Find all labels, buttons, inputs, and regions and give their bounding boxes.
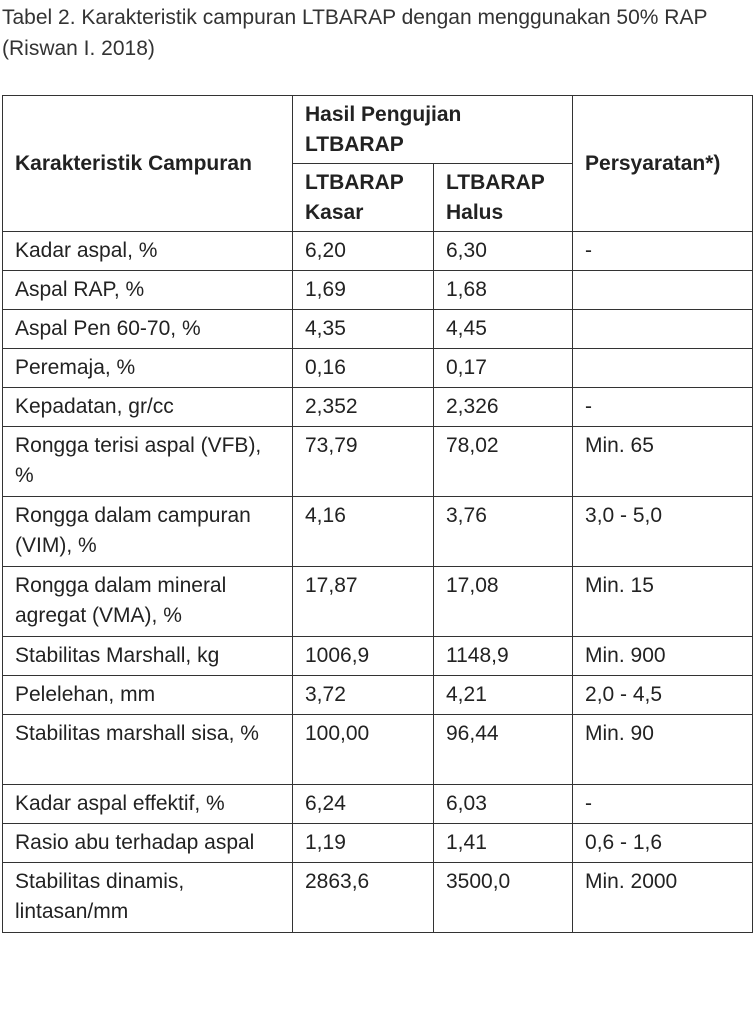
value-halus: 4,45: [434, 310, 573, 349]
value-halus: 3,76: [434, 497, 573, 567]
value-persyaratan: -: [573, 388, 753, 427]
row-label: Rongga terisi aspal (VFB), %: [3, 427, 293, 497]
row-label: Aspal RAP, %: [3, 271, 293, 310]
value-persyaratan: Min. 15: [573, 567, 753, 637]
table-body: [3, 232, 753, 933]
row-label: Rongga dalam campuran (VIM), %: [3, 497, 293, 567]
value-persyaratan: 3,0 - 5,0: [573, 497, 753, 567]
value-persyaratan: [573, 271, 753, 310]
value-kasar: 17,87: [293, 567, 434, 637]
value-halus: 1,41: [434, 824, 573, 863]
row-label: Rasio abu terhadap aspal: [3, 824, 293, 863]
value-halus: 6,03: [434, 785, 573, 824]
table-row: [3, 427, 753, 497]
table-row: [3, 497, 753, 567]
value-kasar: 6,20: [293, 232, 434, 271]
value-halus: 78,02: [434, 427, 573, 497]
header-persyaratan: Persyaratan*): [573, 96, 753, 232]
value-kasar: 0,16: [293, 349, 434, 388]
header-karakteristik: Karakteristik Campuran: [3, 96, 293, 232]
value-halus: 3500,0: [434, 863, 573, 933]
value-halus: 6,30: [434, 232, 573, 271]
value-kasar: 1006,9: [293, 637, 434, 676]
row-label: Peremaja, %: [3, 349, 293, 388]
header-ltbarap-halus: LTBARAP Halus: [434, 164, 573, 232]
table-row: [3, 715, 753, 785]
value-persyaratan: Min. 90: [573, 715, 753, 785]
table-row: [3, 310, 753, 349]
table-row: [3, 785, 753, 824]
table-row: [3, 388, 753, 427]
header-hasil-pengujian: Hasil Pengujian LTBARAP: [293, 96, 573, 164]
value-persyaratan: -: [573, 232, 753, 271]
row-label: Stabilitas marshall sisa, %: [3, 715, 293, 785]
value-kasar: 1,69: [293, 271, 434, 310]
row-label: Kepadatan, gr/cc: [3, 388, 293, 427]
value-kasar: 73,79: [293, 427, 434, 497]
row-label: Rongga dalam mineral agregat (VMA), %: [3, 567, 293, 637]
value-persyaratan: Min. 2000: [573, 863, 753, 933]
value-halus: 1,68: [434, 271, 573, 310]
header-ltbarap-kasar: LTBARAP Kasar: [293, 164, 434, 232]
value-halus: 0,17: [434, 349, 573, 388]
table-row: [3, 232, 753, 271]
row-label: Aspal Pen 60-70, %: [3, 310, 293, 349]
value-persyaratan: 2,0 - 4,5: [573, 676, 753, 715]
value-kasar: 2,352: [293, 388, 434, 427]
table-row: [3, 349, 753, 388]
row-label: Stabilitas dinamis, lintasan/mm: [3, 863, 293, 933]
value-persyaratan: [573, 310, 753, 349]
table-row: [3, 863, 753, 933]
value-persyaratan: Min. 65: [573, 427, 753, 497]
value-halus: 96,44: [434, 715, 573, 785]
table-row: [3, 824, 753, 863]
value-persyaratan: [573, 349, 753, 388]
row-label: Kadar aspal effektif, %: [3, 785, 293, 824]
value-halus: 4,21: [434, 676, 573, 715]
value-kasar: 4,16: [293, 497, 434, 567]
table-row: [3, 676, 753, 715]
value-persyaratan: 0,6 - 1,6: [573, 824, 753, 863]
characteristics-table: [2, 95, 753, 933]
value-halus: 2,326: [434, 388, 573, 427]
table-row: [3, 567, 753, 637]
value-halus: 17,08: [434, 567, 573, 637]
value-kasar: 6,24: [293, 785, 434, 824]
value-persyaratan: Min. 900: [573, 637, 753, 676]
table-caption: Tabel 2. Karakteristik campuran LTBARAP dengan menggunakan 50% RAP (Riswan I. 2018): [2, 6, 708, 60]
value-kasar: 1,19: [293, 824, 434, 863]
row-label: Pelelehan, mm: [3, 676, 293, 715]
table-row: [3, 637, 753, 676]
value-kasar: 100,00: [293, 715, 434, 785]
value-kasar: 2863,6: [293, 863, 434, 933]
value-persyaratan: -: [573, 785, 753, 824]
table-row: [3, 271, 753, 310]
row-label: Kadar aspal, %: [3, 232, 293, 271]
value-halus: 1148,9: [434, 637, 573, 676]
value-kasar: 4,35: [293, 310, 434, 349]
row-label: Stabilitas Marshall, kg: [3, 637, 293, 676]
value-kasar: 3,72: [293, 676, 434, 715]
